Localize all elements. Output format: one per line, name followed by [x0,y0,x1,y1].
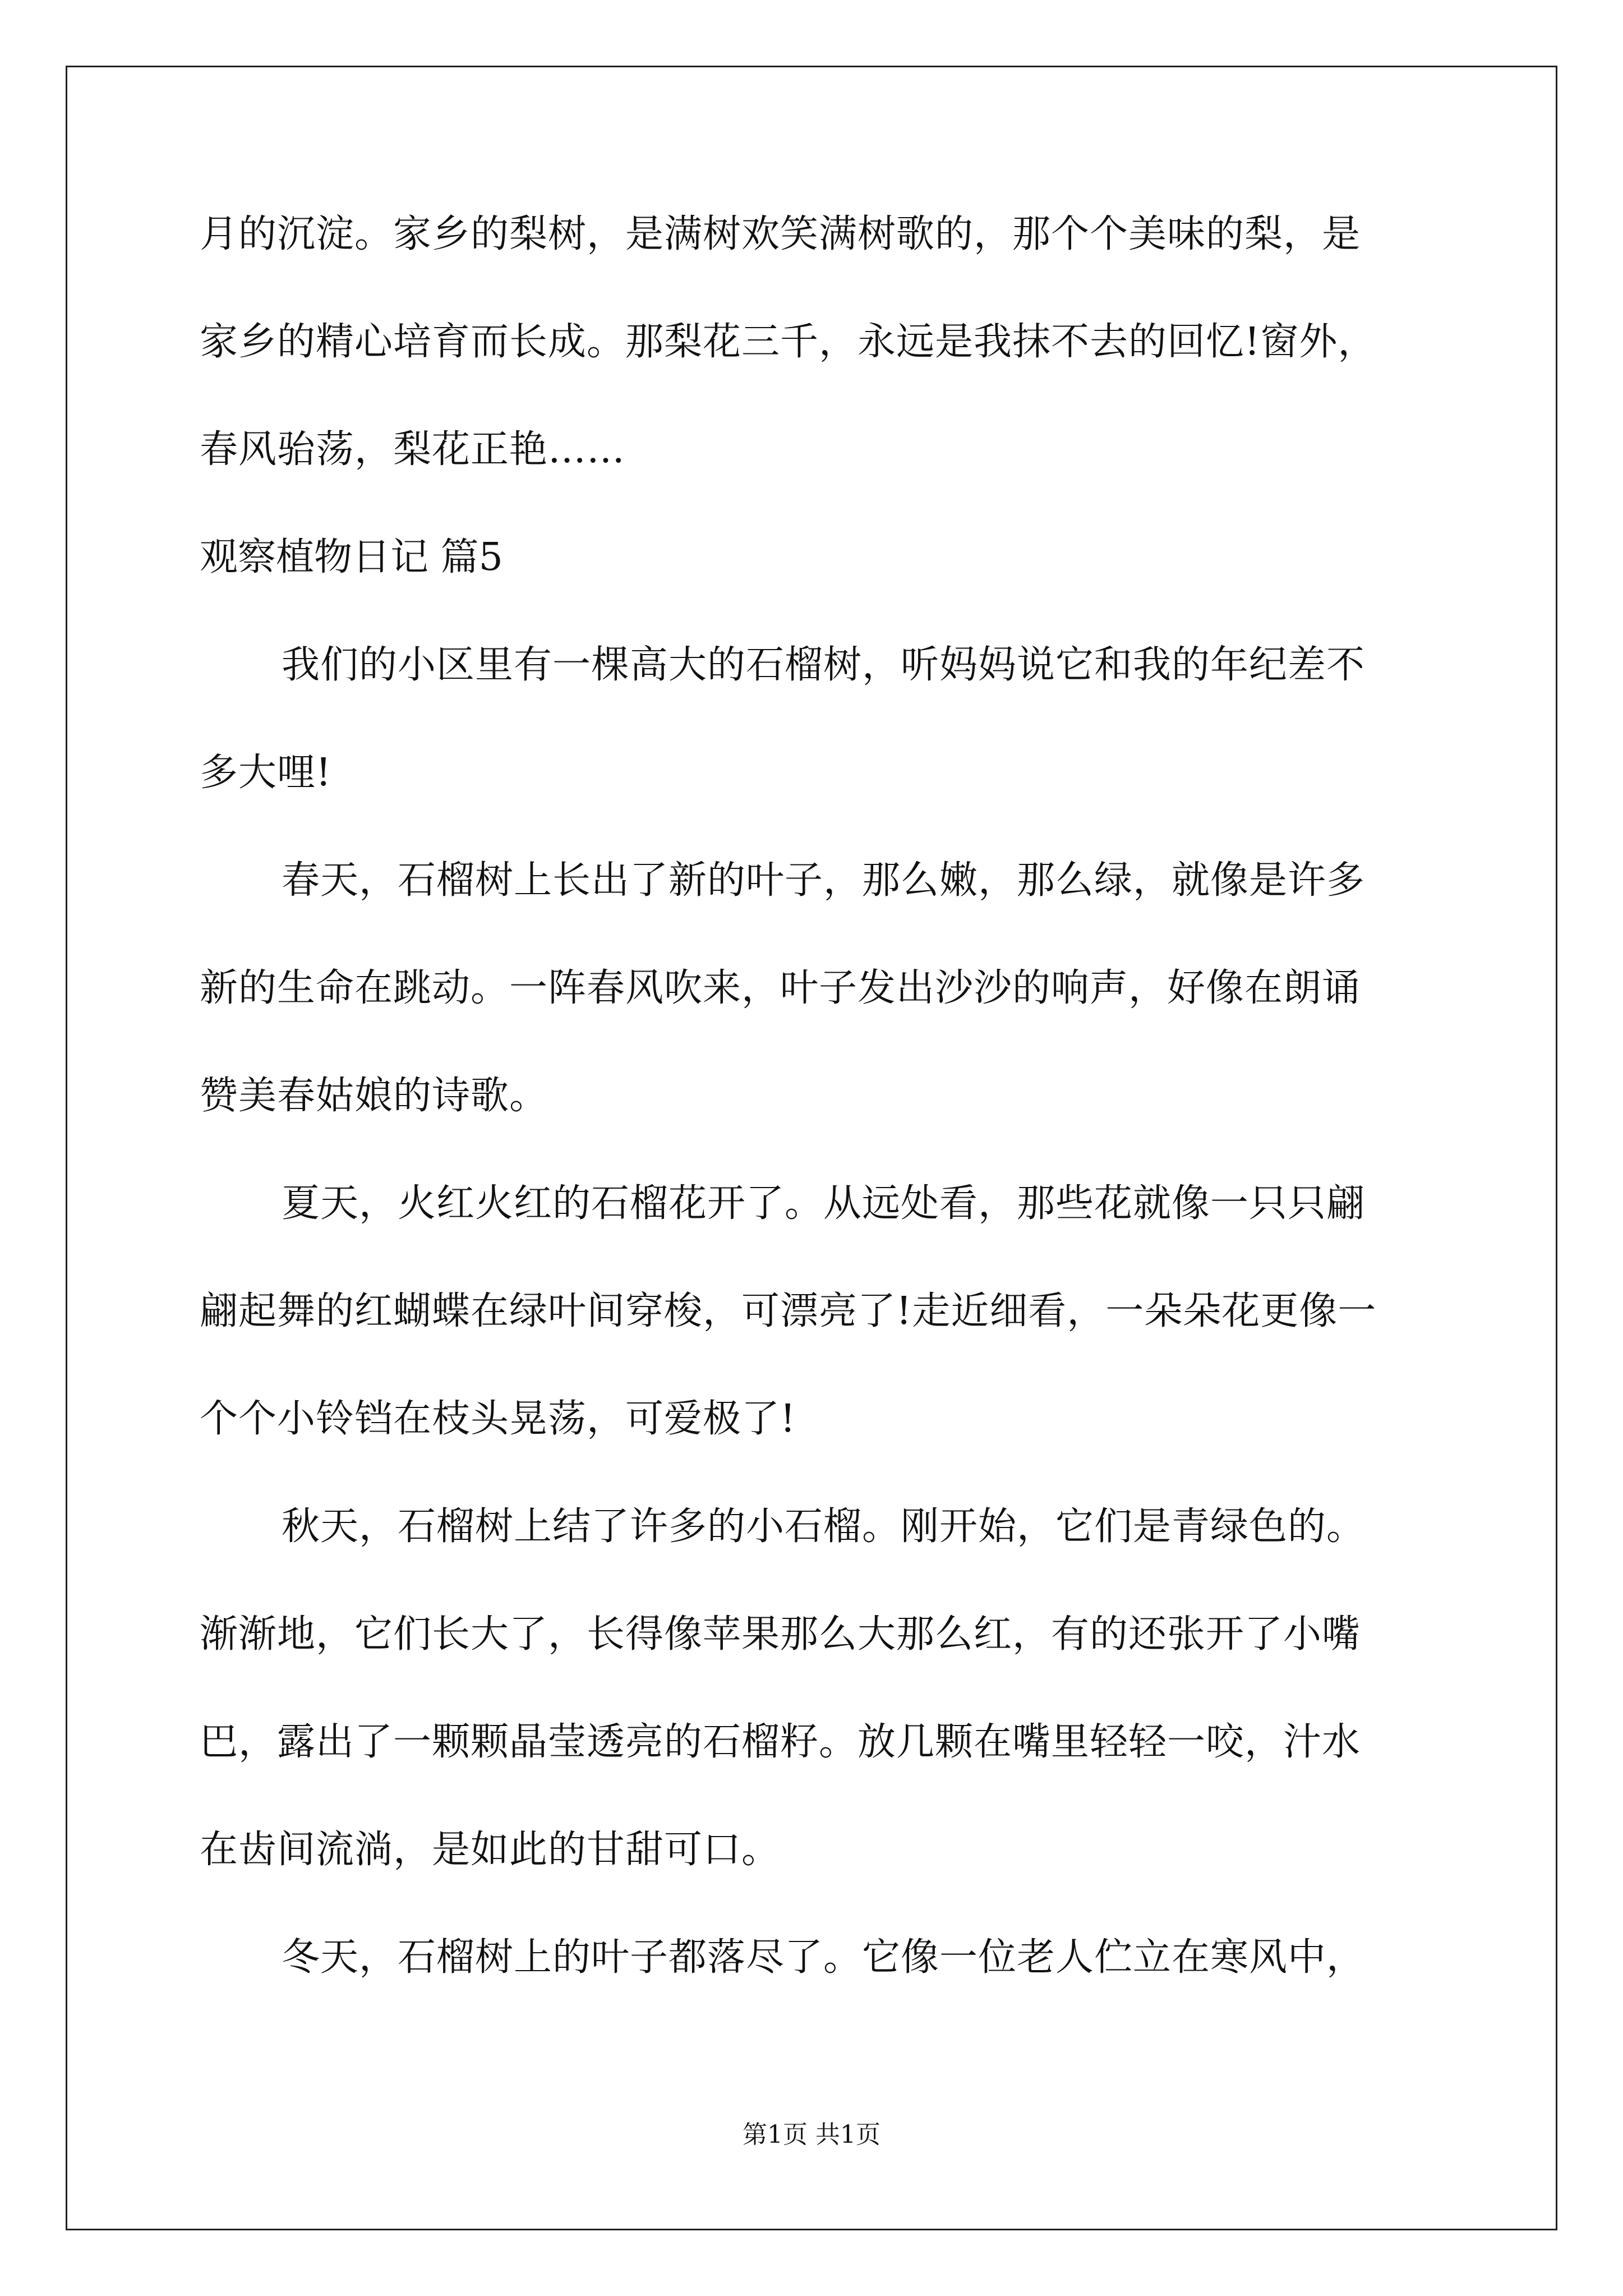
paragraph-line-7: 翩起舞的红蝴蝶在绿叶间穿梭，可漂亮了!走近细看，一朵朵花更像一 [200,1289,1377,1333]
paragraph-line-6: 夏天，火红火红的石榴花开了。从远处看，那些花就像一只只翩 [282,1181,1366,1226]
paragraph-line-1: 我们的小区里有一棵高大的石榴树，听妈妈说它和我的年纪差不 [282,643,1366,687]
document-body [200,208,1433,2039]
paragraph-line-11: 巴，露出了一颗颗晶莹透亮的石榴籽。放几颗在嘴里轻轻一咬，汁水 [200,1720,1361,1764]
paragraph-line-8: 个个小铃铛在枝头晃荡，可爱极了! [200,1397,796,1441]
text-line-3: 春风骀荡，梨花正艳…… [200,427,626,472]
paragraph-line-13: 冬天，石榴树上的叶子都落尽了。它像一位老人伫立在寒风中， [282,1935,1366,1980]
page-footer: 第1页 共1页 [743,2120,880,2149]
paragraph-line-9: 秋天，石榴树上结了许多的小石榴。刚开始，它们是青绿色的。 [282,1504,1366,1549]
text-line-1: 月的沉淀。家乡的梨树，是满树欢笑满树歌的，那个个美味的梨，是 [200,212,1361,256]
paragraph-line-4: 新的生命在跳动。一阵春风吹来，叶子发出沙沙的响声，好像在朗诵 [200,966,1361,1010]
text-line-2: 家乡的精心培育而长成。那梨花三千，永远是我抹不去的回忆!窗外， [200,320,1377,364]
section-title: 观察植物日记 篇5 [200,535,503,579]
paragraph-line-3: 春天，石榴树上长出了新的叶子，那么嫩，那么绿，就像是许多 [282,858,1366,903]
paragraph-line-2: 多大哩! [200,751,332,795]
paragraph-line-5: 赞美春姑娘的诗歌。 [200,1074,548,1118]
paragraph-line-10: 渐渐地，它们长大了，长得像苹果那么大那么红，有的还张开了小嘴 [200,1612,1361,1657]
paragraph-line-12: 在齿间流淌，是如此的甘甜可口。 [200,1828,781,1872]
